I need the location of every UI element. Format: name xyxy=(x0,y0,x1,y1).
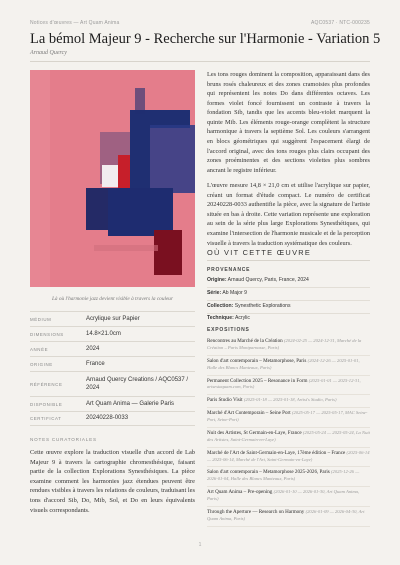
exhibition-meta: (2025-01-18 — 2025-01-18, Artist's Studio, Paris) xyxy=(243,397,337,403)
breadcrumb[interactable]: Notices d'œuvres — Art Quam Anima xyxy=(30,20,120,26)
list-item[interactable] xyxy=(207,408,370,428)
meta-key: DISPONIBLE xyxy=(30,401,63,407)
meta-row-reference xyxy=(30,371,195,396)
meta-key: DIMENSIONS xyxy=(30,331,64,337)
series-label: Série: xyxy=(207,290,222,296)
exhibition-title: Marché d'Art Contemporain – Seine Port xyxy=(207,410,291,417)
series-value: Ab Major 9 xyxy=(222,290,247,296)
exhibition-meta: (2025-12-26 — 2026-01-04, Halle des Blancs Manteaux, Paris) xyxy=(207,469,360,482)
page-title: La bémol Majeur 9 - Recherche sur l'Harmonie - Variation 5 xyxy=(30,31,381,47)
provenance-heading: PROVENANCE xyxy=(207,267,251,273)
exhibition-title: Salon d'art contemporain – Metamorphose 2025-2026, Paris xyxy=(207,469,330,476)
meta-value: 2024 xyxy=(86,345,100,352)
meta-row-dimensions xyxy=(30,326,195,341)
exhibition-meta: (2024-12-26 — 2025-01-01, Halle des Blancs Manteaux, Paris) xyxy=(207,357,360,370)
list-item[interactable] xyxy=(207,395,370,408)
where-section-heading: OÙ VIT CETTE ŒUVRE xyxy=(207,248,312,257)
meta-row-year xyxy=(30,341,195,356)
artwork-caption: Là où l'harmonie jazz devient visible à travers la couleur xyxy=(51,296,174,302)
description xyxy=(207,70,370,254)
reference-code: AQC0537 · NTC-000235 xyxy=(310,20,370,26)
divider xyxy=(207,300,370,301)
description-paragraph: L'œuvre mesure 14,8 × 21,0 cm et utilise l'acrylique sur papier, créant un format d'étude compact. Le numéro de certificat 20240228-0033 authentifie la pièce, avec la signature de l'artiste située en bas à droite. Cette variation représente une exploration au sein de la série plus large Explorations Synesthétiques, qui examine l'intersection de l'harmonie musicale et de la perception visuelle à travers la traduction systématique des couleurs. xyxy=(207,182,370,247)
meta-key: MÉDIUM xyxy=(30,316,52,322)
exhibition-meta: (2025-05-17 — 2025-05-17, MAC Seine-Port, Seine-Port) xyxy=(207,410,368,422)
curatorial-notes-heading: NOTES CURATORIALES xyxy=(30,437,97,442)
artwork-image xyxy=(30,70,195,287)
meta-value[interactable]: Art Quam Anima — Galerie Paris xyxy=(86,400,175,407)
exhibition-title: Salon d'art contemporain – Metamorphose, Paris xyxy=(207,357,307,364)
meta-key: RÉFÉRENCE xyxy=(30,381,63,387)
provenance-series xyxy=(207,290,370,296)
exhibition-title: Permanent Collection 2025 – Resonance in Form xyxy=(207,377,308,384)
meta-value: 14.8×21.0cm xyxy=(86,330,121,337)
exhibition-title: Nuit des Artistes, St Germain-en-Laye, France xyxy=(207,429,302,436)
exhibition-meta: (2025-01-01 — 2025-12-31, artsestaquam.com, Paris) xyxy=(207,377,361,390)
meta-key: ORIGINE xyxy=(30,361,53,367)
top-bar xyxy=(30,20,370,26)
metadata-table xyxy=(30,311,195,426)
exhibition-meta: (2025-06-14 — 2025-06-14, Marché de l'Art, Saint-Germain-en-Laye) xyxy=(207,449,370,462)
page-number: 1 xyxy=(198,542,202,548)
where-divider xyxy=(207,260,370,261)
exhibition-meta: (2026-01-10 — 2026-01-30, Art Quam Anima, Paris) xyxy=(207,489,360,501)
meta-key: CERTIFICAT xyxy=(30,416,62,421)
exhibition-meta: (2024-02-25 — 2024-12-31, Marché de la Création – Paris Montparnasse, Paris) xyxy=(207,338,362,350)
exhibition-title: Marché de l'Art de Saint-Germain-en-Laye, 17ème édition – France xyxy=(207,449,346,456)
meta-value: Acrylique sur Papier xyxy=(86,315,140,322)
meta-row-medium xyxy=(30,311,195,326)
list-item[interactable] xyxy=(207,356,370,376)
exhibition-meta: (2025-05-24 — 2025-05-24, La Nuit des Artistes, Saint-Germain-en-Laye) xyxy=(207,429,370,442)
list-item[interactable] xyxy=(207,428,370,448)
list-item[interactable] xyxy=(207,467,370,487)
expositions-heading: EXPOSITIONS xyxy=(207,327,250,333)
exhibition-title: Through the Aperture — Research on Harmony xyxy=(207,508,305,515)
meta-key: ANNÉE xyxy=(30,346,49,352)
exhibition-meta: (2026-01-09 — 2026-04-30, Art Quam Anima, Paris) xyxy=(207,508,365,521)
origin-label: Origine: xyxy=(207,277,227,283)
exhibition-title: Paris Studio Visit xyxy=(207,397,243,404)
provenance-technique xyxy=(207,315,370,321)
list-item[interactable] xyxy=(207,507,370,527)
meta-value: France xyxy=(86,360,105,367)
curatorial-notes-text: Cette œuvre explore la traduction visuelle d'un accord de Lab Majeur 9 à travers la cartographie chromesthésique, faisant partie de la collection Explorations Synesthésiques. La pièce examine comment les harmonies jazz étendues peuvent être rendues visibles à travers les relations de couleurs, traduisant les tons d'accord Sib, Do, Mib, Sol, et Do en leurs équivalents visuels correspondants. xyxy=(30,449,195,514)
exhibition-title: Art Quam Anima – Pre-opening xyxy=(207,489,273,496)
divider xyxy=(207,313,370,314)
provenance-collection xyxy=(207,303,370,309)
list-item[interactable] xyxy=(207,448,370,468)
artwork-painting xyxy=(30,70,195,287)
artist-name: Arnaud Quercy xyxy=(30,50,67,56)
meta-row-available xyxy=(30,396,195,411)
meta-row-origin xyxy=(30,356,195,371)
technique-label: Technique: xyxy=(207,315,234,321)
header-divider xyxy=(30,61,370,62)
list-item[interactable] xyxy=(207,487,370,507)
list-item[interactable] xyxy=(207,336,370,356)
meta-value: Arnaud Quercy Creations / AQC0537 / 2024 xyxy=(86,376,189,391)
exhibition-title: Rencontres au Marché de la Création xyxy=(207,338,283,344)
origin-value: Arnaud Quercy, Paris, France, 2024 xyxy=(227,277,309,283)
meta-row-certificate xyxy=(30,411,195,426)
provenance-origin xyxy=(207,277,370,283)
divider xyxy=(207,287,370,288)
description-paragraph: Les tons rouges dominent la composition, apparaissant dans des bruns rosés chaleureux et des zones cramoisies plus profondes qui représentent les notes Do dans différentes octaves. Les formes violet foncé fournissent un contraste à travers la fondation Sib, tandis que les accents bleu-violet marquent la quinte Mib. Les éléments rouge-orange complètent la structure harmonique à travers la septième Sol. Les couleurs s'arrangent en blocs géométriques qui suggèrent l'espacement élargi de l'accord original, avec des tons rouges plus clairs occupant des zones proéminentes et des sections violettes plus sombres ancrant le registre inférieur. xyxy=(207,71,370,174)
meta-value: 20240228-0033 xyxy=(86,415,129,422)
list-item[interactable] xyxy=(207,376,370,396)
technique-value: Acrylic xyxy=(234,315,250,321)
expositions-list xyxy=(207,336,370,527)
collection-label: Collection: xyxy=(207,303,234,309)
collection-value: Synesthetic Explorations xyxy=(234,303,291,309)
